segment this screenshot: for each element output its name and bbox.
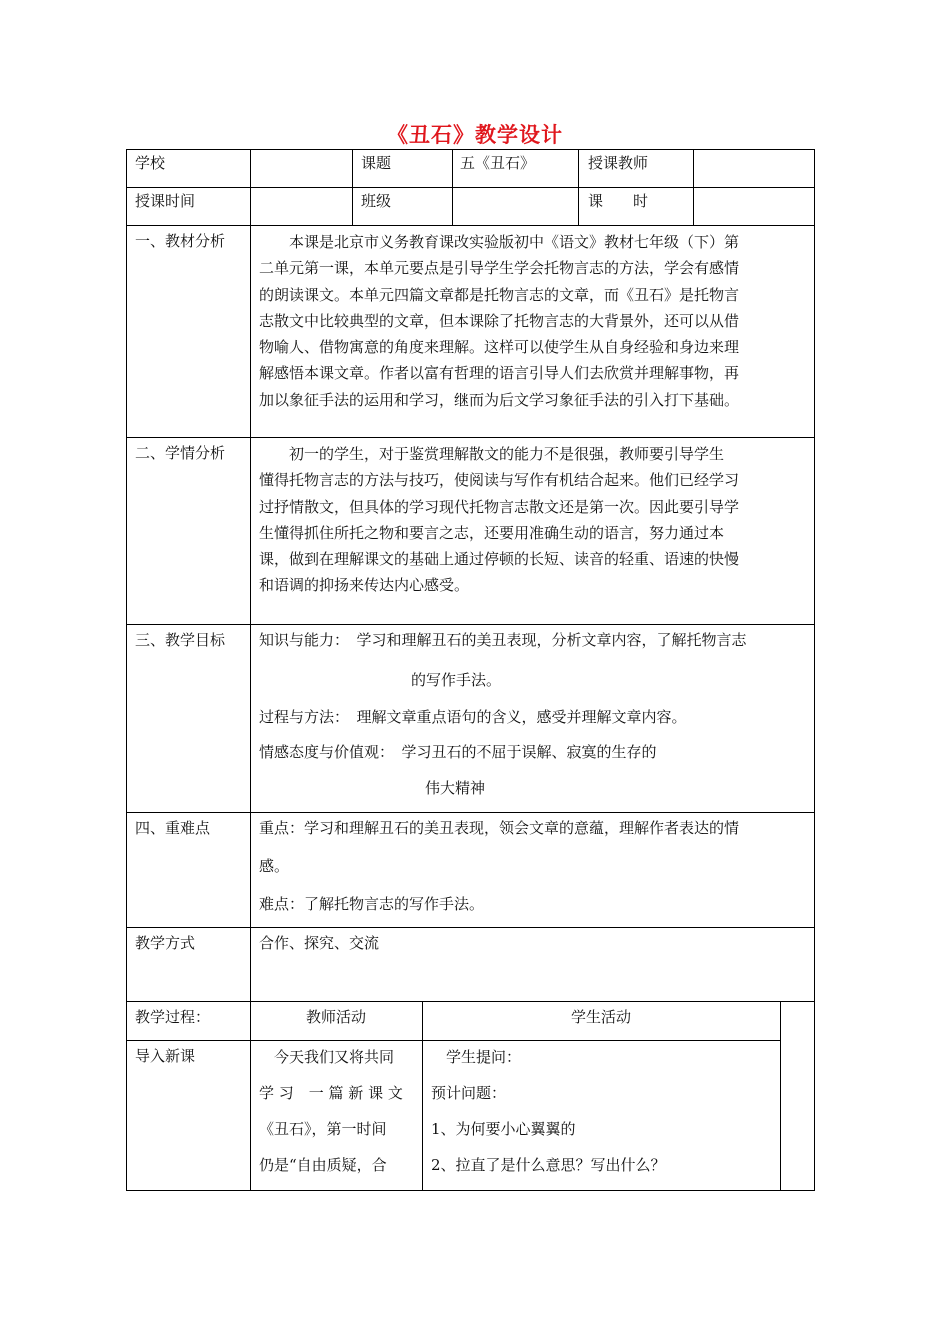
row-divider xyxy=(126,1001,815,1002)
row-divider xyxy=(126,927,815,928)
goal-emotion: 情感态度与价值观： 学习丑石的不屈于误解、寂寞的生存的 xyxy=(259,743,657,761)
process-label: 教学过程： xyxy=(135,1008,211,1026)
text-line: 过抒情散文，但具体的学习现代托物言志散文还是第一次。因此要引导学 xyxy=(259,497,740,516)
row-divider xyxy=(126,437,815,438)
key-point: 重点：学习和理解丑石的美丑表现，领会文章的意蕴，理解作者表达的情 xyxy=(259,819,740,837)
text-line: 物喻人、借物寓意的角度来理解。这样可以使学生从自身经验和身边来理 xyxy=(259,338,740,357)
goals-label: 三、教学目标 xyxy=(135,631,226,649)
col-divider xyxy=(693,149,694,226)
topic-value: 五《丑石》 xyxy=(460,154,536,172)
method-label: 教学方式 xyxy=(135,934,196,952)
col-divider xyxy=(352,149,353,226)
text-line: 志散文中比较典型的文章，但本课除了托物言志的大背景外，还可以从借 xyxy=(259,311,740,330)
topic-label: 课题 xyxy=(361,154,392,172)
textbook-analysis-text xyxy=(259,229,739,413)
row-divider xyxy=(126,624,815,625)
col-divider xyxy=(126,149,127,1191)
text-line: 预计问题： xyxy=(431,1084,507,1102)
text-line: 生懂得抓住所托之物和要言之志，还要用准确生动的语言，努力通过本 xyxy=(259,523,725,542)
text-line: 二单元第一课，本单元要点是引导学生学会托物言志的方法，学会有感情 xyxy=(259,259,740,278)
col-divider xyxy=(250,149,251,1191)
goal-emotion-continued: 伟大精神 xyxy=(425,779,486,797)
hours-label: 课 时 xyxy=(588,192,649,210)
intro-teacher-activity xyxy=(259,1039,403,1183)
text-line: 本课是北京市义务教育课改实验版初中《语文》教材七年级（下）第 xyxy=(259,233,740,251)
text-line: 仍是“自由质疑，合 xyxy=(259,1156,387,1174)
text-line: 今天我们又将共同 xyxy=(259,1048,395,1066)
key-points-label: 四、重难点 xyxy=(135,819,211,837)
text-line: 解感悟本课文章。作者以富有哲理的语言引导人们去欣赏并理解事物，再 xyxy=(259,364,740,383)
col-divider xyxy=(780,1001,781,1191)
goal-process: 过程与方法： 理解文章重点语句的含义，感受并理解文章内容。 xyxy=(259,708,687,726)
text-line: 加以象征手法的运用和学习，继而为后文学习象征手法的引入打下基础。 xyxy=(259,390,740,409)
text-line: 《丑石》，第一时间 xyxy=(259,1120,387,1138)
student-activity-header: 学生活动 xyxy=(570,1008,631,1026)
lesson-plan-table xyxy=(126,149,815,1191)
text-line: 和语调的抑扬来传达内心感受。 xyxy=(259,576,470,595)
col-divider xyxy=(814,149,815,1191)
text-line: 2、拉直了是什么意思？写出什么？ xyxy=(431,1156,666,1174)
time-label: 授课时间 xyxy=(135,192,196,210)
text-line: 课，做到在理解课文的基础上通过停顿的长短、读音的轻重、语速的快慢 xyxy=(259,550,740,569)
student-analysis-label: 二、学情分析 xyxy=(135,444,226,462)
teacher-activity-header: 教师活动 xyxy=(305,1008,366,1026)
row-divider xyxy=(126,187,815,188)
difficult-point: 难点：了解托物言志的写作手法。 xyxy=(259,895,485,913)
text-line: 学 习 一 篇 新 课 文 xyxy=(259,1084,403,1102)
goal-knowledge: 知识与能力： 学习和理解丑石的美丑表现，分析文章内容，了解托物言志 xyxy=(259,631,747,649)
text-line: 的朗读课文。本单元四篇文章都是托物言志的文章，而《丑石》是托物言 xyxy=(259,285,740,304)
student-analysis-text xyxy=(259,441,739,599)
text-line: 1、为何要小心翼翼的 xyxy=(431,1120,576,1138)
col-divider xyxy=(578,149,579,226)
goal-knowledge-continued: 的写作手法。 xyxy=(411,671,502,689)
method-value: 合作、探究、交流 xyxy=(259,934,380,952)
class-label: 班级 xyxy=(361,192,392,210)
key-point-continued: 感。 xyxy=(259,857,290,875)
text-line: 学生提问： xyxy=(431,1048,522,1066)
school-label: 学校 xyxy=(135,154,166,172)
intro-label: 导入新课 xyxy=(135,1047,196,1065)
text-line: 懂得托物言志的方法与技巧，使阅读与写作有机结合起来。他们已经学习 xyxy=(259,471,740,490)
row-divider xyxy=(126,1190,815,1191)
text-line: 初一的学生，对于鉴赏理解散文的能力不是很强，教师要引导学生 xyxy=(259,445,725,463)
textbook-analysis-label: 一、教材分析 xyxy=(135,232,226,250)
col-divider xyxy=(452,149,453,226)
row-divider xyxy=(126,225,815,226)
teacher-label: 授课教师 xyxy=(588,154,649,172)
row-divider xyxy=(126,812,815,813)
document-title: 《丑石》教学设计 xyxy=(387,123,563,147)
intro-student-activity xyxy=(431,1039,666,1183)
